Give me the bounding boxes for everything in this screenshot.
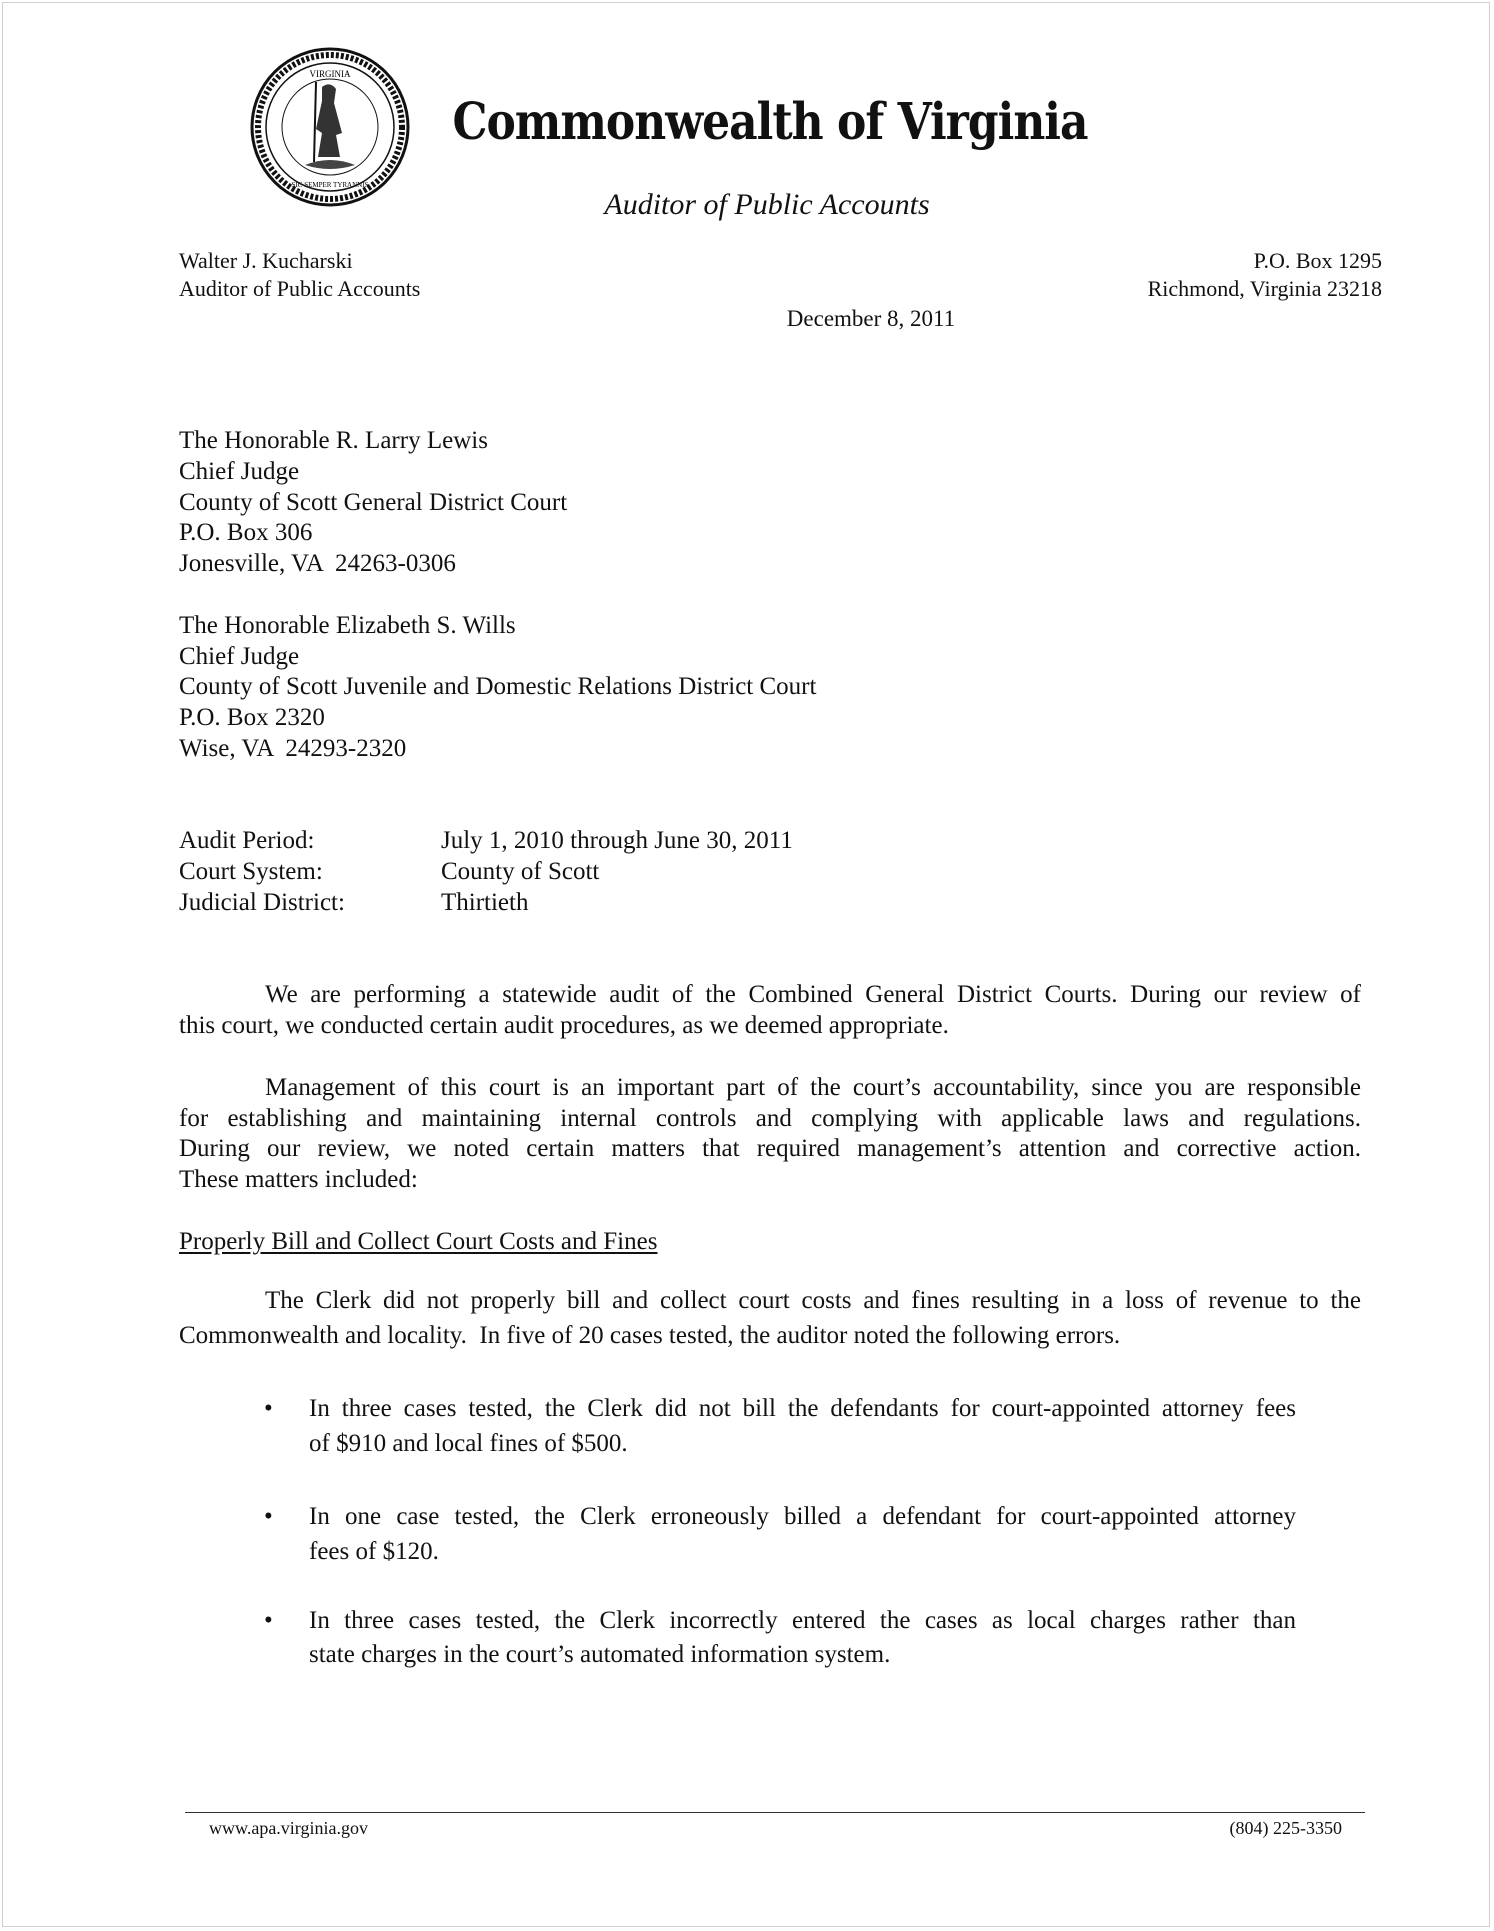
section-heading: Properly Bill and Collect Court Costs and Fines bbox=[179, 1228, 658, 1255]
court-system-value: County of Scott bbox=[441, 858, 600, 885]
bullet-2-line: In one case tested, the Clerk erroneously billed a defendant for court-appointed attorney bbox=[309, 1503, 1296, 1530]
recipient-2-name: The Honorable Elizabeth S. Wills bbox=[179, 612, 516, 639]
bullet-3-line: state charges in the court’s automated information system. bbox=[309, 1641, 891, 1668]
paragraph-2-line: During our review, we noted certain matters that required management’s attention and corrective action. bbox=[179, 1135, 1361, 1162]
recipient-2-city: Wise, VA 24293-2320 bbox=[179, 735, 407, 762]
po-box: P.O. Box 1295 bbox=[1253, 248, 1382, 273]
seal-motto-text: SIC SEMPER TYRANNIS bbox=[291, 181, 369, 189]
bullet-1-line: In three cases tested, the Clerk did not bill the defendants for court-appointed attorney fees bbox=[309, 1395, 1296, 1422]
bullet-2-line: fees of $120. bbox=[309, 1538, 439, 1565]
audit-period-label: Audit Period: bbox=[179, 827, 315, 854]
court-system-label: Court System: bbox=[179, 858, 323, 885]
paragraph-1-line: this court, we conducted certain audit procedures, as we deemed appropriate. bbox=[179, 1012, 949, 1039]
virginia-seal-logo bbox=[250, 47, 410, 207]
bullet-icon: • bbox=[264, 1503, 273, 1530]
recipient-1-title: Chief Judge bbox=[179, 458, 300, 485]
judicial-district-value: Thirtieth bbox=[441, 889, 529, 916]
footer-website-link[interactable]: www.apa.virginia.gov bbox=[209, 1818, 368, 1838]
letter-date: December 8, 2011 bbox=[786, 306, 956, 331]
recipient-1-city: Jonesville, VA 24263-0306 bbox=[179, 550, 456, 577]
letterhead-title: Commonwealth of Virginia bbox=[452, 93, 1088, 152]
bullet-icon: • bbox=[264, 1607, 273, 1634]
footer-divider bbox=[185, 1812, 1365, 1813]
paragraph-1-line: We are performing a statewide audit of the Combined General District Courts. During our review of bbox=[265, 981, 1361, 1008]
paragraph-2-line: Management of this court is an important part of the court’s accountability, since you are responsible bbox=[265, 1074, 1361, 1101]
bullet-1-line: of $910 and local fines of $500. bbox=[309, 1430, 628, 1457]
finding-line: The Clerk did not properly bill and collect court costs and fines resulting in a loss of revenue to the bbox=[265, 1287, 1361, 1314]
finding-line: Commonwealth and locality. In five of 20 cases tested, the auditor noted the following errors. bbox=[179, 1322, 1121, 1349]
recipient-2-title: Chief Judge bbox=[179, 643, 300, 670]
recipient-1-box: P.O. Box 306 bbox=[179, 519, 313, 546]
audit-period-value: July 1, 2010 through June 30, 2011 bbox=[441, 827, 793, 854]
city-address: Richmond, Virginia 23218 bbox=[1147, 276, 1382, 301]
recipient-2-court: County of Scott Juvenile and Domestic Relations District Court bbox=[179, 673, 817, 700]
auditor-title: Auditor of Public Accounts bbox=[179, 276, 421, 301]
recipient-1-name: The Honorable R. Larry Lewis bbox=[179, 427, 488, 454]
paragraph-2-line: These matters included: bbox=[179, 1166, 418, 1193]
recipient-2-box: P.O. Box 2320 bbox=[179, 704, 325, 731]
letterhead-subtitle: Auditor of Public Accounts bbox=[604, 188, 930, 221]
seal-virginia-text: VIRGINIA bbox=[309, 69, 351, 79]
judicial-district-label: Judicial District: bbox=[179, 889, 345, 916]
bullet-3-line: In three cases tested, the Clerk incorrectly entered the cases as local charges rather than bbox=[309, 1607, 1296, 1634]
footer-phone: (804) 225-3350 bbox=[1229, 1818, 1342, 1838]
paragraph-2-line: for establishing and maintaining internal controls and complying with applicable laws and regulations. bbox=[179, 1105, 1361, 1132]
auditor-name: Walter J. Kucharski bbox=[179, 248, 353, 273]
recipient-1-court: County of Scott General District Court bbox=[179, 489, 568, 516]
bullet-icon: • bbox=[264, 1395, 273, 1422]
